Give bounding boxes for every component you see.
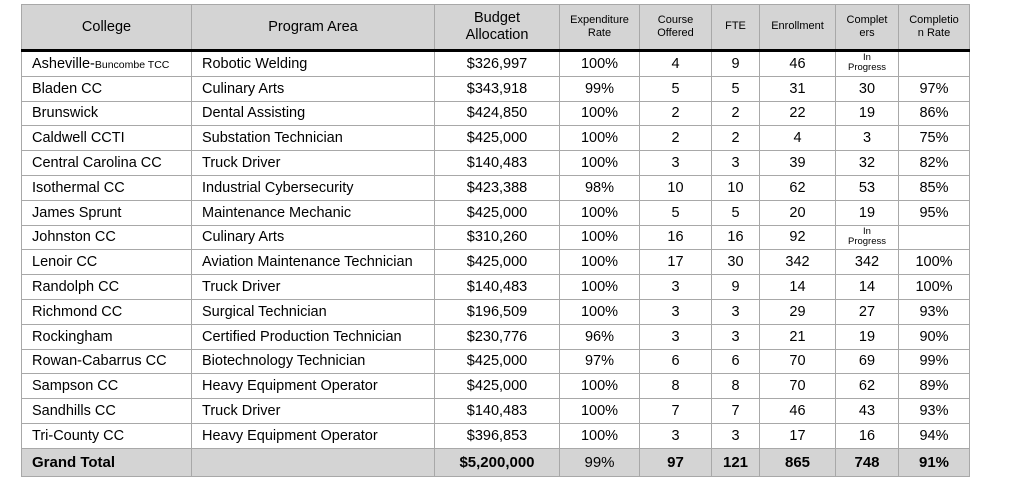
course-offered-cell: 5	[640, 76, 712, 101]
table-row	[22, 51, 970, 77]
fte-cell: 3	[712, 299, 760, 324]
header-completers-line2: ers	[859, 27, 875, 39]
college-cell	[22, 101, 192, 126]
table-row	[22, 175, 970, 200]
completers-cell	[836, 76, 899, 101]
college-name: Sampson CC	[32, 378, 119, 395]
course-offered-cell: 6	[640, 349, 712, 374]
completers-cell	[836, 175, 899, 200]
table-row	[22, 299, 970, 324]
budget-allocation-cell: $396,853	[435, 423, 560, 448]
table-row	[22, 349, 970, 374]
college-cell	[22, 126, 192, 151]
enrollment-cell: 70	[760, 374, 836, 399]
completers-status	[848, 227, 886, 247]
expenditure-rate-cell: 97%	[560, 349, 640, 374]
completion-rate-cell: 97%	[899, 76, 970, 101]
enrollment-cell: 29	[760, 299, 836, 324]
expenditure-rate-cell: 100%	[560, 200, 640, 225]
completers-cell	[836, 324, 899, 349]
enrollment-cell: 70	[760, 349, 836, 374]
header-college: College	[22, 5, 192, 51]
budget-allocation-cell: $343,918	[435, 76, 560, 101]
budget-allocation-cell: $425,000	[435, 200, 560, 225]
fte-cell: 3	[712, 324, 760, 349]
table-body	[22, 51, 970, 449]
completion-rate-cell	[899, 225, 970, 250]
header-course-line1: Course	[657, 13, 694, 26]
header-exp-line2: Rate	[587, 27, 612, 39]
fte-cell: 10	[712, 175, 760, 200]
expenditure-rate-cell: 100%	[560, 151, 640, 176]
enrollment-cell: 46	[760, 399, 836, 424]
enrollment-cell: 342	[760, 250, 836, 275]
completion-rate-cell: 100%	[899, 275, 970, 300]
program-area-cell: Surgical Technician	[192, 299, 435, 324]
course-offered-cell: 4	[640, 51, 712, 77]
college-cell	[22, 275, 192, 300]
enrollment-cell: 46	[760, 51, 836, 77]
program-area-cell: Robotic Welding	[192, 51, 435, 77]
completers-value: 19	[858, 328, 876, 345]
total-program	[192, 448, 435, 476]
program-area-cell: Truck Driver	[192, 151, 435, 176]
completers-cell	[836, 250, 899, 275]
completers-value: 14	[858, 279, 876, 296]
program-area-cell: Maintenance Mechanic	[192, 200, 435, 225]
college-name: Bladen CC	[32, 80, 103, 97]
enrollment-cell: 31	[760, 76, 836, 101]
college-name-suffix: Buncombe TCC	[94, 58, 170, 71]
fte-cell: 3	[712, 423, 760, 448]
program-area-cell: Culinary Arts	[192, 225, 435, 250]
completion-rate-cell: 93%	[899, 399, 970, 424]
fte-cell: 30	[712, 250, 760, 275]
header-completers	[836, 5, 899, 51]
course-offered-cell: 16	[640, 225, 712, 250]
college-name: Rowan-Cabarrus CC	[32, 353, 167, 370]
completers-cell	[836, 225, 899, 250]
enrollment-cell: 17	[760, 423, 836, 448]
completers-status	[848, 53, 886, 73]
total-completers: 748	[836, 448, 899, 476]
completion-rate-cell: 86%	[899, 101, 970, 126]
course-offered-cell: 2	[640, 126, 712, 151]
budget-allocation-cell: $425,000	[435, 349, 560, 374]
enrollment-cell: 4	[760, 126, 836, 151]
course-offered-cell: 8	[640, 374, 712, 399]
expenditure-rate-cell: 100%	[560, 399, 640, 424]
course-offered-cell: 10	[640, 175, 712, 200]
table-row	[22, 101, 970, 126]
college-cell	[22, 51, 192, 77]
program-area-cell: Industrial Cybersecurity	[192, 175, 435, 200]
course-offered-cell: 3	[640, 324, 712, 349]
budget-allocation-cell: $230,776	[435, 324, 560, 349]
completers-cell	[836, 101, 899, 126]
table-row	[22, 200, 970, 225]
college-cell	[22, 151, 192, 176]
enrollment-cell: 22	[760, 101, 836, 126]
college-name: Tri-County CC	[32, 427, 125, 444]
budget-allocation-cell: $196,509	[435, 299, 560, 324]
header-program-area: Program Area	[192, 5, 435, 51]
completers-cell	[836, 51, 899, 77]
college-cell	[22, 175, 192, 200]
table-row	[22, 324, 970, 349]
header-comprate-line1: Completio	[909, 13, 959, 26]
college-cell	[22, 423, 192, 448]
expenditure-rate-cell: 100%	[560, 250, 640, 275]
header-enrollment: Enrollment	[760, 5, 836, 51]
college-name: Richmond CC	[32, 303, 123, 320]
budget-allocation-cell: $326,997	[435, 51, 560, 77]
completers-cell	[836, 374, 899, 399]
enrollment-cell: 39	[760, 151, 836, 176]
budget-allocation-cell: $425,000	[435, 374, 560, 399]
completers-value: 27	[858, 303, 876, 320]
budget-allocation-cell: $425,000	[435, 250, 560, 275]
fte-cell: 9	[712, 51, 760, 77]
fte-cell: 2	[712, 126, 760, 151]
header-row	[22, 5, 970, 51]
program-allocation-table	[21, 4, 970, 477]
total-budget: $5,200,000	[435, 448, 560, 476]
table-row	[22, 423, 970, 448]
college-name: James Sprunt	[32, 204, 122, 221]
total-fte: 121	[712, 448, 760, 476]
completers-value: 19	[858, 204, 876, 221]
enrollment-cell: 92	[760, 225, 836, 250]
completers-cell	[836, 200, 899, 225]
completers-value: 16	[858, 427, 876, 444]
completers-value: 62	[858, 378, 876, 395]
completion-rate-cell: 90%	[899, 324, 970, 349]
enrollment-cell: 20	[760, 200, 836, 225]
completers-value: 69	[858, 353, 876, 370]
course-offered-cell: 3	[640, 275, 712, 300]
college-name: Asheville-	[32, 55, 95, 72]
completion-rate-cell: 93%	[899, 299, 970, 324]
completion-rate-cell: 99%	[899, 349, 970, 374]
completers-status-line1: In	[863, 52, 871, 64]
grand-total-row	[22, 448, 970, 476]
college-name: Caldwell CCTI	[32, 130, 125, 147]
college-cell	[22, 349, 192, 374]
fte-cell: 16	[712, 225, 760, 250]
completers-cell	[836, 151, 899, 176]
budget-allocation-cell: $425,000	[435, 126, 560, 151]
header-completers-line1: Complet	[846, 13, 888, 26]
table-row	[22, 275, 970, 300]
completers-cell	[836, 349, 899, 374]
budget-allocation-cell: $140,483	[435, 151, 560, 176]
total-expenditure-rate: 99%	[560, 448, 640, 476]
header-course-offered	[640, 5, 712, 51]
expenditure-rate-cell: 96%	[560, 324, 640, 349]
enrollment-cell: 62	[760, 175, 836, 200]
program-area-cell: Aviation Maintenance Technician	[192, 250, 435, 275]
budget-allocation-cell: $310,260	[435, 225, 560, 250]
total-label: Grand Total	[22, 448, 192, 476]
completers-status-line2: Progress	[847, 235, 886, 247]
completers-value: 342	[854, 254, 880, 271]
program-area-cell: Truck Driver	[192, 275, 435, 300]
program-area-cell: Truck Driver	[192, 399, 435, 424]
college-name: Lenoir CC	[32, 254, 98, 271]
college-name: Isothermal CC	[32, 179, 125, 196]
college-cell	[22, 374, 192, 399]
completion-rate-cell: 89%	[899, 374, 970, 399]
enrollment-cell: 21	[760, 324, 836, 349]
fte-cell: 7	[712, 399, 760, 424]
fte-cell: 8	[712, 374, 760, 399]
completion-rate-cell: 82%	[899, 151, 970, 176]
fte-cell: 2	[712, 101, 760, 126]
completion-rate-cell: 94%	[899, 423, 970, 448]
table-row	[22, 126, 970, 151]
course-offered-cell: 7	[640, 399, 712, 424]
completers-status-line2: Progress	[847, 62, 886, 74]
completers-cell	[836, 126, 899, 151]
college-cell	[22, 225, 192, 250]
total-course-offered: 97	[640, 448, 712, 476]
table-row	[22, 374, 970, 399]
header-fte: FTE	[712, 5, 760, 51]
budget-allocation-cell: $140,483	[435, 275, 560, 300]
completers-value: 30	[858, 80, 876, 97]
completers-value: 53	[858, 179, 876, 196]
budget-allocation-cell: $423,388	[435, 175, 560, 200]
header-course-line2: Offered	[657, 27, 694, 39]
table-row	[22, 225, 970, 250]
expenditure-rate-cell: 100%	[560, 225, 640, 250]
fte-cell: 5	[712, 200, 760, 225]
expenditure-rate-cell: 100%	[560, 51, 640, 77]
fte-cell: 5	[712, 76, 760, 101]
fte-cell: 6	[712, 349, 760, 374]
expenditure-rate-cell: 100%	[560, 423, 640, 448]
completers-value: 3	[862, 130, 872, 147]
enrollment-cell: 14	[760, 275, 836, 300]
completion-rate-cell: 85%	[899, 175, 970, 200]
college-name: Sandhills CC	[32, 403, 116, 420]
completers-cell	[836, 275, 899, 300]
header-comprate-line2: n Rate	[917, 27, 951, 39]
program-area-cell: Heavy Equipment Operator	[192, 374, 435, 399]
college-name: Johnston CC	[32, 229, 116, 246]
header-budget-line2: Allocation	[465, 27, 529, 43]
expenditure-rate-cell: 100%	[560, 275, 640, 300]
program-area-cell: Heavy Equipment Operator	[192, 423, 435, 448]
header-expenditure-rate	[560, 5, 640, 51]
fte-cell: 9	[712, 275, 760, 300]
program-area-cell: Substation Technician	[192, 126, 435, 151]
course-offered-cell: 3	[640, 299, 712, 324]
completers-value: 19	[858, 105, 876, 122]
header-budget-line1: Budget	[474, 10, 520, 27]
program-area-cell: Biotechnology Technician	[192, 349, 435, 374]
completers-status-line1: In	[863, 225, 871, 237]
header-completion-rate	[899, 5, 970, 51]
expenditure-rate-cell: 99%	[560, 76, 640, 101]
college-name: Rockingham	[32, 328, 113, 345]
college-cell	[22, 299, 192, 324]
expenditure-rate-cell: 100%	[560, 101, 640, 126]
expenditure-rate-cell: 100%	[560, 299, 640, 324]
completion-rate-cell: 75%	[899, 126, 970, 151]
college-cell	[22, 76, 192, 101]
program-area-cell: Culinary Arts	[192, 76, 435, 101]
college-cell	[22, 200, 192, 225]
program-area-cell: Certified Production Technician	[192, 324, 435, 349]
expenditure-rate-cell: 100%	[560, 374, 640, 399]
completers-value: 32	[858, 155, 876, 172]
college-cell	[22, 250, 192, 275]
course-offered-cell: 3	[640, 151, 712, 176]
budget-allocation-cell: $424,850	[435, 101, 560, 126]
header-exp-line1: Expenditure	[570, 13, 629, 26]
completers-cell	[836, 423, 899, 448]
college-cell	[22, 399, 192, 424]
course-offered-cell: 2	[640, 101, 712, 126]
header-budget-allocation	[435, 5, 560, 51]
college-name: Randolph CC	[32, 279, 120, 296]
college-name: Brunswick	[32, 105, 99, 122]
completion-rate-cell: 100%	[899, 250, 970, 275]
course-offered-cell: 3	[640, 423, 712, 448]
budget-allocation-cell: $140,483	[435, 399, 560, 424]
college-cell	[22, 324, 192, 349]
total-completion-rate: 91%	[899, 448, 970, 476]
completers-value: 43	[858, 403, 876, 420]
total-enrollment: 865	[760, 448, 836, 476]
table-row	[22, 250, 970, 275]
completion-rate-cell	[899, 51, 970, 77]
completers-cell	[836, 399, 899, 424]
expenditure-rate-cell: 100%	[560, 126, 640, 151]
table-row	[22, 76, 970, 101]
program-area-cell: Dental Assisting	[192, 101, 435, 126]
table-row	[22, 151, 970, 176]
expenditure-rate-cell: 98%	[560, 175, 640, 200]
college-name: Central Carolina CC	[32, 155, 162, 172]
completion-rate-cell: 95%	[899, 200, 970, 225]
completers-cell	[836, 299, 899, 324]
course-offered-cell: 5	[640, 200, 712, 225]
course-offered-cell: 17	[640, 250, 712, 275]
table-row	[22, 399, 970, 424]
fte-cell: 3	[712, 151, 760, 176]
